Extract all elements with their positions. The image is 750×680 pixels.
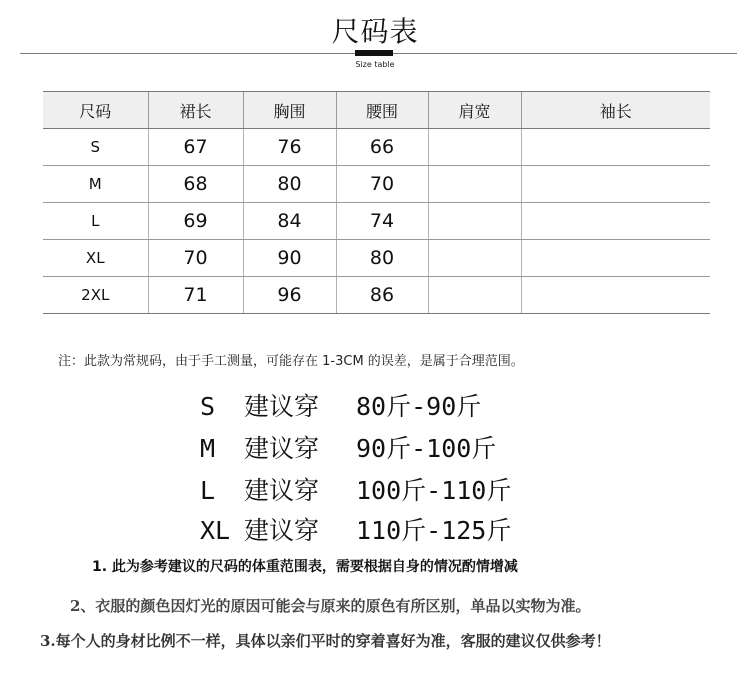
table-cell xyxy=(428,277,521,314)
recommendation-size: L xyxy=(200,476,216,505)
table-cell: 68 xyxy=(148,166,243,203)
column-header-sleeve: 袖长 xyxy=(521,92,710,129)
table-cell: 70 xyxy=(148,240,243,277)
page-subtitle: Size table xyxy=(355,60,395,69)
table-row xyxy=(43,203,710,240)
recommendation-size: M xyxy=(200,434,216,463)
table-cell: 76 xyxy=(243,129,336,166)
recommendation-label: 建议穿 xyxy=(244,434,320,463)
table-cell xyxy=(521,129,710,166)
table-cell: 71 xyxy=(148,277,243,314)
column-header-size: 尺码 xyxy=(43,92,148,129)
recommendation-weight-range: 100斤-110斤 xyxy=(356,476,512,505)
recommendation-weight-range: 110斤-125斤 xyxy=(356,516,512,545)
table-cell: S xyxy=(43,129,148,166)
recommendation-label: 建议穿 xyxy=(244,516,320,545)
table-cell: 66 xyxy=(336,129,428,166)
table-cell xyxy=(428,166,521,203)
table-cell: XL xyxy=(43,240,148,277)
table-cell: 74 xyxy=(336,203,428,240)
table-row xyxy=(43,166,710,203)
table-cell: 2XL xyxy=(43,277,148,314)
footer-note-2: 2、衣服的颜色因灯光的原因可能会与原来的原色有所区别，单品以实物为准。 xyxy=(70,597,591,615)
recommendation-size: S xyxy=(200,392,216,421)
table-header-row xyxy=(43,92,710,129)
table-cell xyxy=(521,203,710,240)
table-cell xyxy=(521,240,710,277)
table-cell: 80 xyxy=(243,166,336,203)
recommendation-label: 建议穿 xyxy=(244,392,320,421)
column-header-skirt-length: 裙长 xyxy=(148,92,243,129)
footer-note-1: 1. 此为参考建议的尺码的体重范围表，需要根据自身的情况酌情增减 xyxy=(92,559,518,575)
table-cell: 69 xyxy=(148,203,243,240)
table-cell: 86 xyxy=(336,277,428,314)
title-underline-bar xyxy=(355,50,393,56)
size-table xyxy=(43,91,710,314)
table-row xyxy=(43,277,710,314)
table-cell xyxy=(521,277,710,314)
column-header-waist: 腰围 xyxy=(336,92,428,129)
table-cell xyxy=(428,203,521,240)
table-cell: 90 xyxy=(243,240,336,277)
table-row xyxy=(43,129,710,166)
column-header-bust: 胸围 xyxy=(243,92,336,129)
table-cell: M xyxy=(43,166,148,203)
recommendation-row xyxy=(200,511,511,547)
table-cell: 70 xyxy=(336,166,428,203)
table-cell: L xyxy=(43,203,148,240)
recommendation-label: 建议穿 xyxy=(244,476,320,505)
table-cell: 96 xyxy=(243,277,336,314)
recommendation-weight-range: 90斤-100斤 xyxy=(356,434,497,463)
recommendation-row xyxy=(200,429,496,465)
footer-note-3: 3.每个人的身材比例不一样，具体以亲们平时的穿着喜好为准，客服的建议仅供参考！ xyxy=(40,632,611,650)
recommendation-row xyxy=(200,387,481,423)
table-cell xyxy=(521,166,710,203)
recommendation-size: XL xyxy=(200,516,231,545)
table-cell: 67 xyxy=(148,129,243,166)
page-title: 尺码表 xyxy=(331,15,419,48)
table-cell xyxy=(428,240,521,277)
recommendation-weight-range: 80斤-90斤 xyxy=(356,392,482,421)
measurement-note: 注：此款为常规码，由于手工测量，可能存在 1-3CM 的误差，是属于合理范围。 xyxy=(58,354,524,369)
table-row xyxy=(43,240,710,277)
table-cell: 84 xyxy=(243,203,336,240)
table-cell: 80 xyxy=(336,240,428,277)
table-cell xyxy=(428,129,521,166)
column-header-shoulder: 肩宽 xyxy=(428,92,521,129)
recommendation-row xyxy=(200,471,511,507)
